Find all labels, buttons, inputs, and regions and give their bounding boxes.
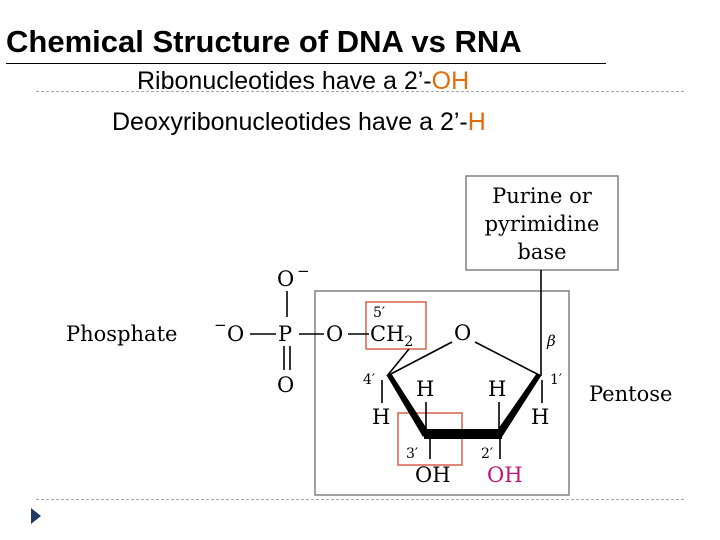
h-highlight: H bbox=[467, 108, 486, 136]
bottom-divider bbox=[36, 499, 684, 500]
phosphate-top-o: O bbox=[277, 267, 295, 291]
phosphate-left-o: O bbox=[227, 322, 245, 346]
slide-title: Chemical Structure of DNA vs RNA bbox=[6, 24, 522, 59]
ribonucleotide-text: Ribonucleotides have a 2’- bbox=[137, 67, 432, 95]
prime-2-label: 2′ bbox=[481, 446, 494, 462]
left-o-charge: − bbox=[214, 316, 227, 334]
top-o-charge: − bbox=[297, 262, 310, 280]
prime-4-label: 4′ bbox=[363, 372, 376, 388]
ch2-text: CH bbox=[370, 322, 405, 346]
c3-hydroxyl: OH bbox=[415, 463, 451, 487]
phosphorus-atom: P bbox=[278, 322, 293, 346]
ester-oxygen: O bbox=[326, 322, 344, 346]
ring-oxygen: O bbox=[454, 321, 472, 345]
phosphate-bottom-o: O bbox=[277, 373, 295, 397]
ch2-subscript: 2 bbox=[404, 334, 414, 350]
prime-1-label: 1′ bbox=[550, 372, 563, 388]
c2-up-hydrogen: H bbox=[488, 377, 507, 401]
prime-5-label: 5′ bbox=[373, 305, 386, 321]
base-label-line2: pyrimidine bbox=[484, 212, 600, 236]
c5-c4-bond bbox=[387, 349, 409, 376]
base-label-line1: Purine or bbox=[492, 184, 592, 208]
deoxyribonucleotide-text: Deoxyribonucleotides have a 2’- bbox=[112, 108, 468, 136]
base-label-line3: base bbox=[517, 240, 567, 264]
o-c1-ring-bond bbox=[475, 342, 541, 376]
ch2-group bbox=[370, 322, 413, 350]
beta-label: β bbox=[547, 332, 556, 350]
c2-hydroxyl: OH bbox=[487, 463, 523, 487]
c4-o-ring-bond bbox=[387, 342, 452, 376]
prime-3-label: 3′ bbox=[406, 446, 419, 462]
oh-highlight: OH bbox=[431, 67, 470, 95]
c3-up-hydrogen: H bbox=[416, 377, 435, 401]
phosphate-label: Phosphate bbox=[66, 322, 178, 346]
pentose-label: Pentose bbox=[589, 382, 673, 406]
bullet-arrow-icon bbox=[30, 507, 42, 525]
c3-c2-bold-bond bbox=[424, 429, 502, 439]
c4-down-hydrogen: H bbox=[372, 405, 391, 429]
c1-down-hydrogen: H bbox=[531, 405, 550, 429]
